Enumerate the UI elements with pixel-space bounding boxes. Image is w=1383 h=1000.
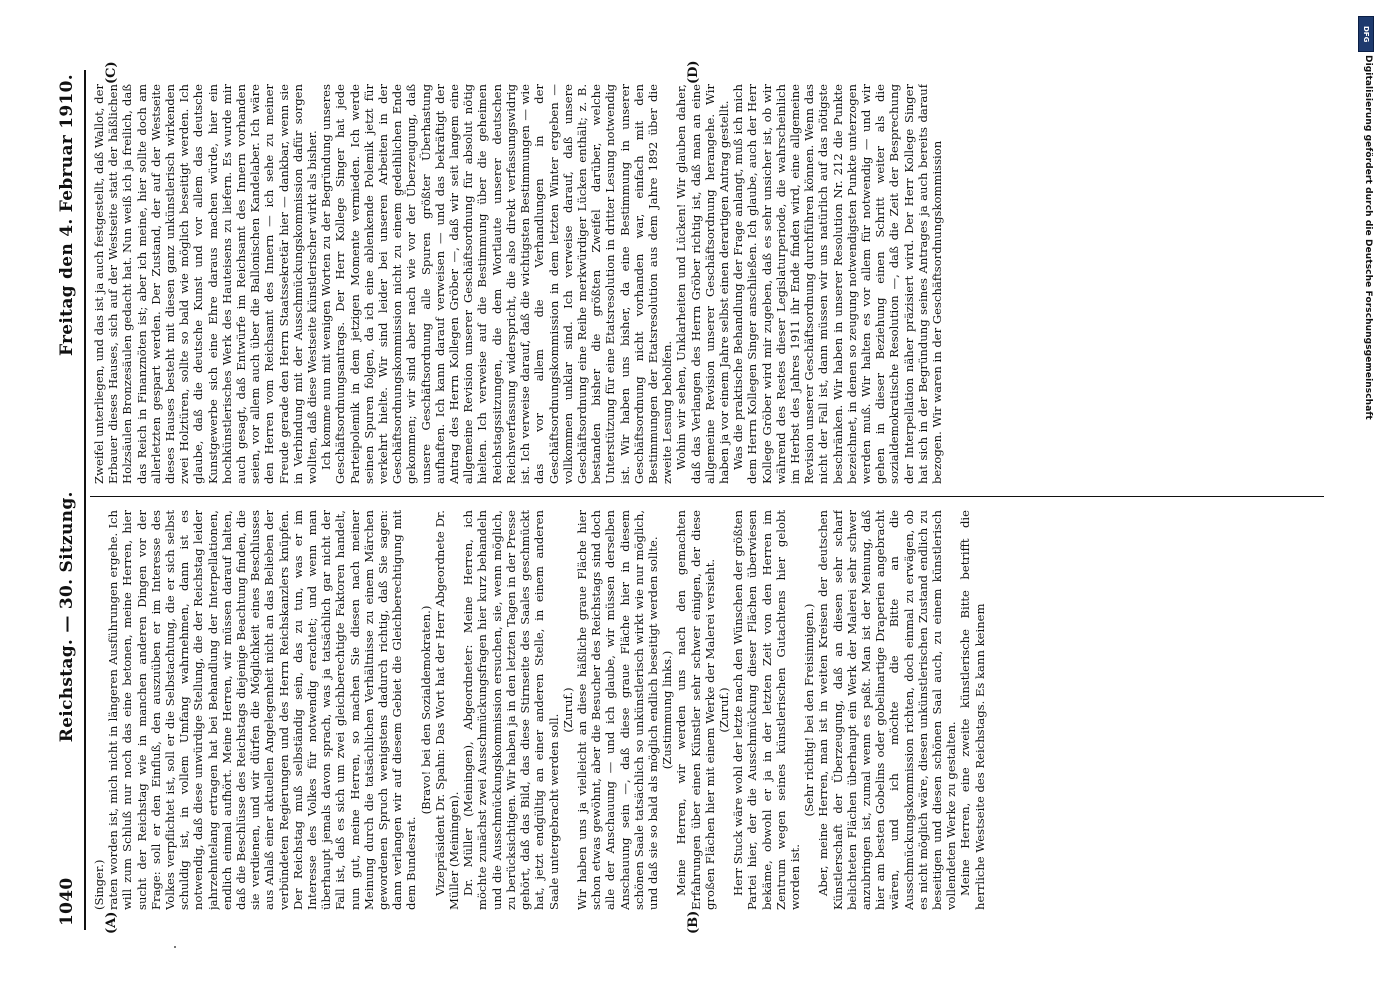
running-head [52,74,82,926]
paragraph: Dr. Müller (Meiningen), Abgeordneter: Meine Herren, ich möchte zunächst zwei Ausschmückungsfragen hier kurz behandeln und die Ausschmückungskommission ersuchen, sie, wenn möglich, zu berücksichtigen. Wir haben ja in den letzten Tagen in der Presse gehört, daß das Bild, das diese Stirnseite des Saales geschmückt hat, jetzt endgültig an einer anderen Stelle, in einem anderen Saale untergebracht werden soll. [461,510,561,910]
digitization-notice: Digitalisierung gefördert durch die Deutsche Forschungsgemeinschaft [1363,55,1373,420]
paragraph: Was die praktische Behandlung der Frage anlangt, muß ich mich dem Herrn Kollegen Singer anschließen. Ich glaube, auch der Herr Kollege Gröber wird mir zugeben, daß es sehr unsicher ist, ob wir während des Restes dieser Legislaturperiode, die wahrscheinlich im Herbst des Jahres 1911 ihr Ende finden wird, eine allgemeine Revision unserer Geschäftsordnung durchführen können. Wenn das nicht der Fall ist, dann müssen wir uns natürlich auf das nötigste beschränken. Wir haben in unserer Resolution Nr. 212 die Punkte bezeichnet, in denen so zeugung notwendigsten Punkte unterzogen werden muß. Wir halten es vor allem für notwendig — und wir gehen in dieser Beziehung einen Schritt weiter als die sozialdemokratische Resolution —, daß die Zeit der Besprechung der Interpellation näher präzisiert wird. Der Herr Kollege Singer hat sich in der Begründung seines Antrages ja auch bereits darauf bezogen. Wir waren in der Geschäftsordnungskommission [731,84,944,484]
paragraph: Ich komme nun mit wenigen Worten zu der Begründung unseres Geschäftsordnungsantrags. Der Herr Kollege Singer hat jede Parteipolemik in dem jetzigen Momente vermieden. Ich werde seinen Spuren folgen, da ich eine ablenkende Polemik jetzt für verkehrt hielte. Wir sind leider bei unseren Arbeiten in der Geschäftsordnungskommission nicht zu einem gedeihlichen Ende gekommen; wir sind aber nach wie vor der Überzeugung, daß unsere Geschäftsordnung alle Spuren größter Überhastung aufhaften. Ich kann darauf verweisen — und das bekräftigt der Antrag des Herrn Kollegen Gröber —, daß wir seit langem eine allgemeine Revision unserer Geschäftsordnung für absolut nötig hielten. Ich verweise auf die Bestimmung über die geheimen Reichstagssitzungen, die dem Wortlaute unserer deutschen Reichsverfassung widerspricht, die also direkt verfassungswidrig ist. Ich verweise darauf, daß die wichtigsten Bestimmungen — wie das vor allem die Verhandlungen in der Geschäftsordnungskommission in dem letzten Winter ergeben — vollkommen unklar sind. Ich verweise darauf, daß unsere Geschäftsordnung eine Reihe merkwürdiger Lücken enthält; z. B. bestanden bisher die größten Zweifel darüber, welche Unterstützung für eine Etatsresolution in dritter Lesung notwendig ist. Wir haben uns bisher, da eine Bestimmung in unserer Geschäftsordnung nicht vorhanden war, einfach mit den Bestimmungen der Etatsresolution aus dem Jahre 1892 über die zweite Lesung beholfen. [319,84,675,484]
paragraph: (Zuruf.) [560,687,575,733]
paragraph: (Sehr richtig! bei den Freisinnigen.) [802,603,817,817]
paragraph: Wohin wir sehen, Unklarheiten und Lücken! Wir glauben daher, daß das Verlangen des Herrn Gröber richtig ist, daß man an eine allgemeine Revision unserer Geschäftsordnung herangehe. Wir haben ja vor einem Jahre selbst einen derartigen Antrag gestellt. [674,84,731,484]
margin-letter-c: (C) [104,61,119,84]
right-column [92,84,1326,484]
paragraph: (Zuruf.) [716,687,731,733]
paragraph: Meine Herren, wir werden uns nach den gemachten Erfahrungen über einen Künstler sehr schwer einigen, der diese großen Flächen hier mit einem Werke der Malerei versieht. [674,510,717,910]
paragraph: Meine Herren, eine zweite künstlerische Bitte betrifft die herrliche Westseite des Reichstags. Es kann keinem [958,510,987,910]
margin-letter-b: (B) [686,910,701,934]
paragraph: Wir haben uns ja vielleicht an diese häßliche graue Fläche hier schon etwas gewöhnt, aber die Besucher des Reichstags sind doch alle der Anschauung — und ich glaube, wir müssen derselben Anschauung sein —, daß diese graue Fläche hier in diesem schönen Saale tatsächlich so unkünstlerisch wirkt wie nur möglich, und daß sie so bald als möglich endlich beseitigt werden sollte. [574,510,660,910]
paragraph: (Zustimmung links.) [660,650,675,770]
dfg-logo [1358,16,1374,52]
header-rule [84,70,86,930]
column-divider [90,496,1324,497]
left-column [92,510,1326,910]
digitization-stamp [1359,10,1379,970]
header-date: Freitag den 4. Februar 1910. [57,74,77,357]
scan-speck [174,946,176,948]
page-number: 1040 [57,877,77,926]
paragraph: Zweifel unterliegen, und das ist ja auch festgestellt, daß Wallot, der Erbauer dieses Hauses, sich auf der Westseite statt der häßlichen Holzsäulen Bronzesäulen gedacht hat. Nun weiß ich ja freilich, daß das Reich in Finanznöten ist; aber ich meine, hier sollte doch am allerletzten gespart werden. Der Zustand, der auf der Westseite dieses Hauses besteht mit diesen ganz unkünstlerisch wirkenden zwei Holztüren, sollte so bald wie möglich beseitigt werden. Ich glaube, daß die deutsche Kunst und vor allem das deutsche Kunstgewerbe sich eine Ehre daraus machen würde, hier ein hochkünstlerisches Werk des Hauteisens zu liefern. Es wurde mir auch gesagt, daß Entwürfe im Reichsamt des Innern vorhanden seien, vor allem auch über die Ballonischen Kandelaber. Ich wäre den Herren vom Reichsamt des Innern — ich sehe zu meiner Freude gerade den Herrn Staatssekretär hier — dankbar, wenn sie in Verbindung mit der Ausschmückungskommission dafür sorgen wollten, daß diese Westseite künstlerischer wirkt als bisher. [92,84,320,484]
header-session: Reichstag. — 30. Sitzung. [57,491,77,743]
paragraph: (Bravo! bei den Sozialdemokraten.) [418,605,433,815]
margin-letter-a: (A) [104,911,119,934]
dfg-logo-text: DFG [1362,25,1370,43]
margin-letter-d: (D) [686,60,701,84]
paragraph: raten worden ist, mich nicht in längeren Ausführungen ergehe. Ich will zum Schluß nur noch das eine betonen, meine Herren, hier sucht der Reichstag wie in manchen anderen Dingen vor der Frage: soll er den Einfluß, den auszuüben er im Interesse des Volkes verpflichtet ist, soll er die Selbstachtung, die er sich selbst schuldig ist, in vollem Umfang wahrnehmen, dann ist es notwendig, daß diese unwürdige Stellung, die der Reichstag leider jahrzehntelang ertragen hat bei Behandlung der Interpellationen, endlich einmal aufhört. Meine Herren, wir müssen darauf halten, daß die Beschlüsse des Reichstags diejenige Beachtung finden, die sie verdienen, und wir dürfen die Möglichkeit eines Beschlusses aus Anlaß einer aktuellen Angelegenheit nicht an das Belieben der verbündeten Regierungen und des Herrn Reichskanzlers knüpfen. Der Reichstag muß selbständig sein, das zu tun, was er im Interesse des Volkes für notwendig erachtet; und wenn man überhaupt jemals davon sprach, was ja tatsächlich gar nicht der Fall ist, daß es sich um zwei gleichberechtigte Faktoren handelt, nun gut, meine Herren, so machen Sie diesen nach meiner Meinung durch die tatsächlichen Verhältnisse zu einem Märchen gewordenen Spruch wenigstens dadurch richtig, daß Sie sagen: dann verlangen wir auf diesem Gebiet die Gleichberechtigung mit dem Bundesrat. [106,510,419,910]
paragraph: Aber, meine Herren, man ist in weiten Kreisen der deutschen Künstlerschaft der Überzeugung, daß an diesen sehr scharf belichteten Flächen überhaupt ein Werk der Malerei sehr schwer anzubringen ist, zumal wenn es paßt. Man ist der Meinung, daß hier am besten Gobelins oder gobelinartige Draperien angebracht wären, und ich möchte die Bitte an die Ausschmückungskommission richten, doch einmal zu erwägen, ob es nicht möglich wäre, diesen unkünstlerischen Zustand endlich zu beseitigen und diesen schönen Saal auch, zu einem künstlerisch vollendeten Werke zu gestalten. [816,510,959,910]
document-page [46,60,1336,940]
paragraph: (Singer.) [92,859,106,910]
paragraph: Vizepräsident Dr. Spahn: Das Wort hat der Herr Abgeordnete Dr. Müller (Meiningen). [432,510,462,910]
paragraph: Herr Stuck wäre wohl der letzte nach den Wünschen der größten Partei hier, der die Ausschmückung dieser Flächen überwiesen bekäme, obwohl er ja in der letzten Zeit von den Herren im Zentrum wegen seines künstlerischen Gutachtens hier gelobt worden ist. [731,510,802,910]
